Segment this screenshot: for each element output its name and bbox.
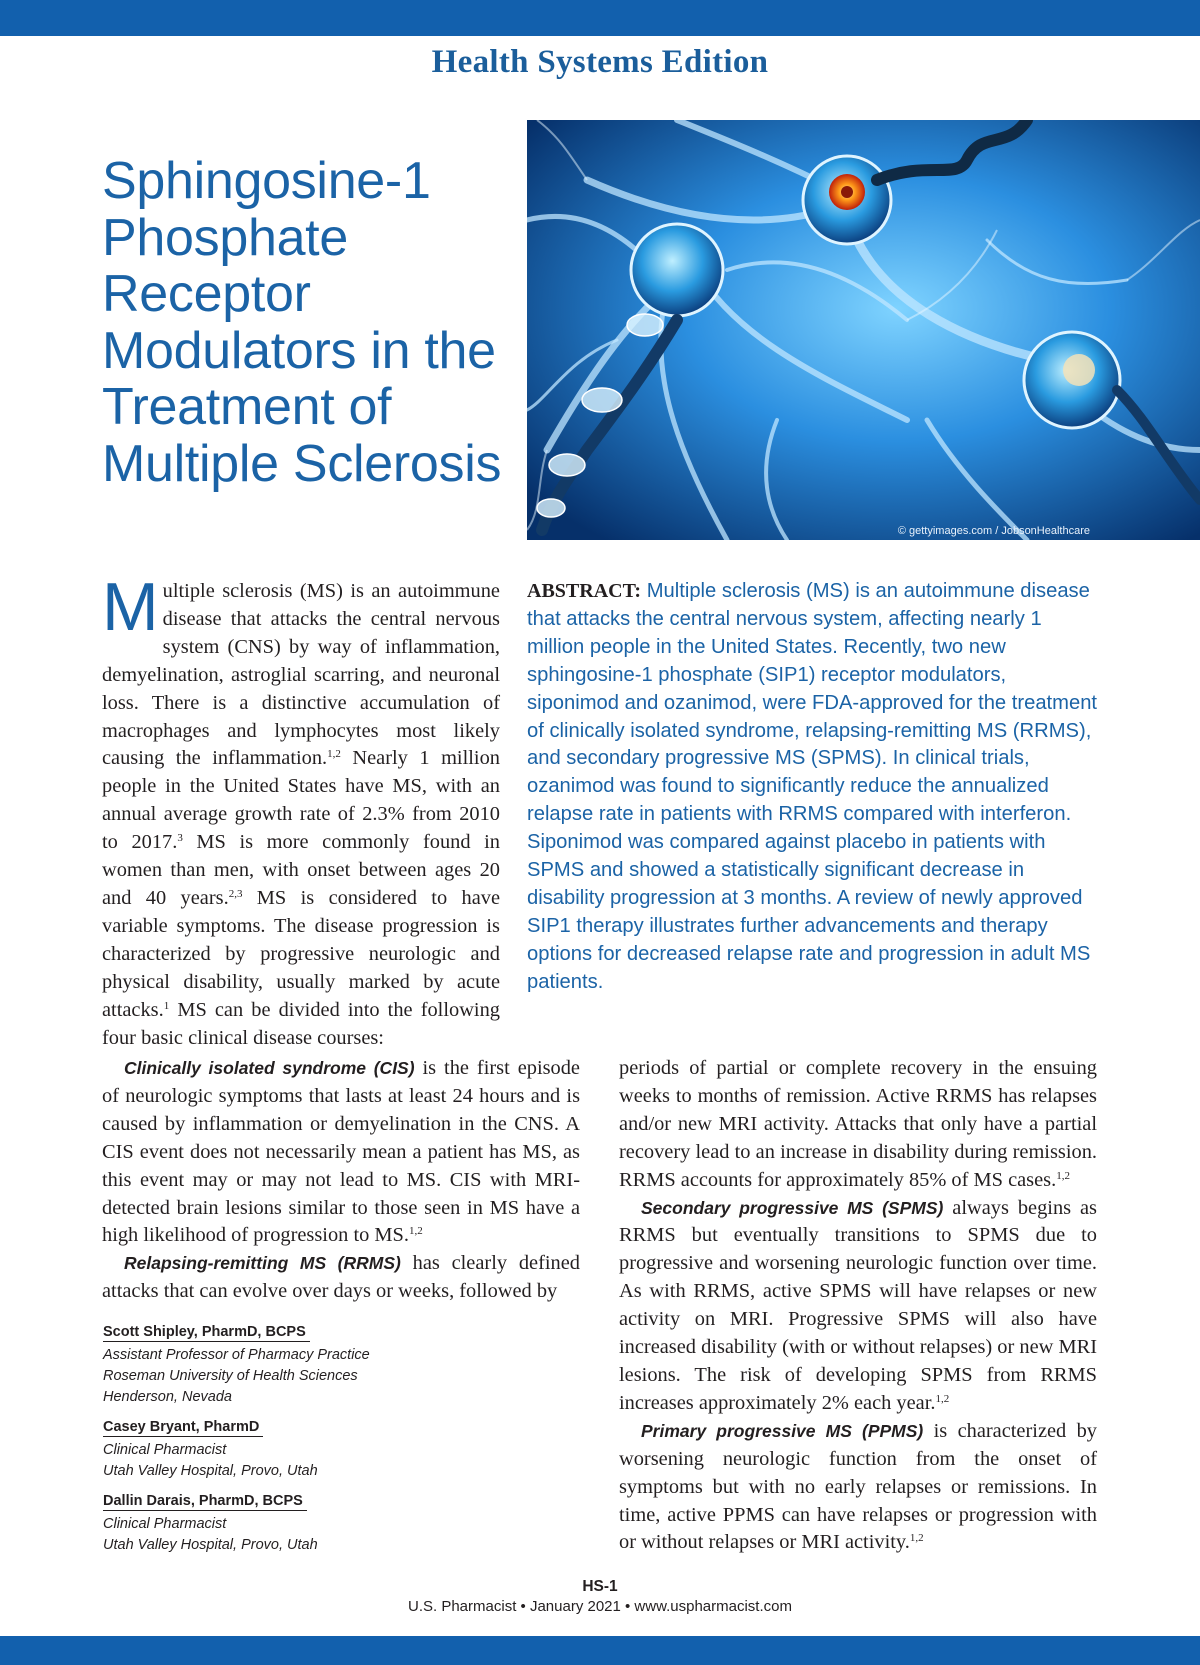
image-credit: © gettyimages.com / JobsonHealthcare <box>897 525 1090 537</box>
author-affiliation: Henderson, Nevada <box>103 1389 232 1405</box>
intro-paragraph: Multiple sclerosis (MS) is an autoimmune disease that attacks the central nervous system (CNS) by way of inflammation, demyelination, astroglial scarring, and neuronal loss. There is a distinctive accumulation of macrophages and lymphocytes most likely causing the inflammation.$^{1,2}$ Nearly 1 million people in the United States have MS, with an annual average growth rate of 2.3% from 2010 to 2017.$^3$ MS is more commonly found in women than men, with onset between ages 20 and 40 years.$^{2,3}$ MS is considered to have variable symptoms. The disease progression is characterized by progressive neurologic and physical disability, usually marked by acute attacks.$^1$ MS can be divided into the following four basic clinical disease courses: <box>102 569 500 1049</box>
ppms-term: Primary progressive MS (PPMS) <box>641 1420 924 1441</box>
author-affiliation: Roseman University of Health Sciences <box>103 1368 358 1384</box>
top-color-bar <box>0 0 1200 36</box>
neuron-illustration <box>527 120 1200 540</box>
author-affiliation: Utah Valley Hospital, Provo, Utah <box>103 1463 318 1479</box>
author-list <box>103 1323 463 1566</box>
body-column-right <box>619 1055 1097 1557</box>
cis-paragraph: Clinically isolated syndrome (CIS) is the first episode of neurologic symptoms that lasts at least 24 hours and is caused by inflammation or demyelination in the CNS. A CIS event does not necessarily mean a patient has MS, as this event may or may not lead to MS. CIS with MRI-detected brain lesions similar to those seen in MS have a high likelihood of progression to MS.$^{1,2}$ <box>102 1057 580 1247</box>
ppms-paragraph: Primary progressive MS (PPMS) is characterized by worsening neurologic function from the onset of symptoms but with no early relapses or remissions. In time, active PPMS can have relapses or progression with or without relapses or MRI activity.$^{1,2}$ <box>619 1419 1097 1554</box>
abstract <box>527 578 1100 997</box>
footer-line: U.S. Pharmacist • January 2021 • www.uspharmacist.com <box>408 1598 792 1615</box>
page-number: HS-1 <box>582 1578 618 1595</box>
abstract-text: Multiple sclerosis (MS) is an autoimmune disease that attacks the central nervous system, affecting nearly 1 million people in the United States. Recently, two new sphingosine-1 phosphate (SIP1) receptor modulators, siponimod and ozanimod, were FDA-approved for the treatment of clinically isolated syndrome, relapsing-remitting MS (RRMS), and secondary progressive MS (SPMS). In clinical trials, ozanimod was found to significantly reduce the annualized relapse rate in patients with RRMS compared with interferon. Siponimod was compared against placebo in patients with SPMS and showed a statistically significant decrease in disability progression at 3 months. A review of newly approved SIP1 therapy illustrates further advancements and therapy options for decreased relapse rate and progression in adult MS patients. <box>527 580 1098 993</box>
author-affiliation: Clinical Pharmacist <box>103 1442 227 1458</box>
author-affiliation: Clinical Pharmacist <box>103 1516 227 1532</box>
author-entry <box>103 1323 463 1408</box>
intro-column <box>102 569 500 1052</box>
hero-image <box>527 120 1200 540</box>
spms-paragraph: Secondary progressive MS (SPMS) always begins as RRMS but eventually transitions to SPMS due to progressive and worsening neurologic function over time. As with RRMS, active SPMS will have relapses or new activity on MRI. Progressive SPMS will also have increased disability (with or without relapses) or new MRI lesions. The risk of developing SPMS from RRMS increases approximately 2% each year.$^{1,2}$ <box>619 1196 1097 1414</box>
body-column-left <box>102 1055 580 1306</box>
bottom-color-bar <box>0 1636 1200 1665</box>
rrms-continued-paragraph: periods of partial or complete recovery in the ensuing weeks to months of remission. Active RRMS has relapses and/or new MRI activity. Attacks that only have a partial recovery lead to an increase in disability during remission. RRMS accounts for approximately 85% of MS cases.$^{1,2}$ <box>619 1057 1097 1191</box>
abstract-label: ABSTRACT: <box>527 580 642 602</box>
author-name: Dallin Darais, PharmD, BCPS <box>103 1493 307 1511</box>
author-entry <box>103 1418 463 1482</box>
author-entry <box>103 1492 463 1556</box>
author-name: Scott Shipley, PharmD, BCPS <box>103 1324 310 1342</box>
rrms-term: Relapsing-remitting MS (RRMS) <box>124 1253 401 1274</box>
author-affiliation: Utah Valley Hospital, Provo, Utah <box>103 1537 318 1553</box>
cis-term: Clinically isolated syndrome (CIS) <box>124 1058 415 1078</box>
edition-header: Health Systems Edition <box>431 44 769 80</box>
author-name: Casey Bryant, PharmD <box>103 1419 263 1437</box>
article-title: Sphingosine-1 Phosphate Receptor Modulators in the Treatment of Multiple Sclerosis <box>102 152 502 493</box>
rrms-paragraph: Relapsing-remitting MS (RRMS) has clearly defined attacks that can evolve over days or weeks, followed by <box>102 1252 580 1303</box>
drop-cap: M <box>102 569 159 645</box>
author-affiliation: Assistant Professor of Pharmacy Practice <box>103 1347 370 1363</box>
spms-term: Secondary progressive MS (SPMS) <box>641 1197 944 1218</box>
